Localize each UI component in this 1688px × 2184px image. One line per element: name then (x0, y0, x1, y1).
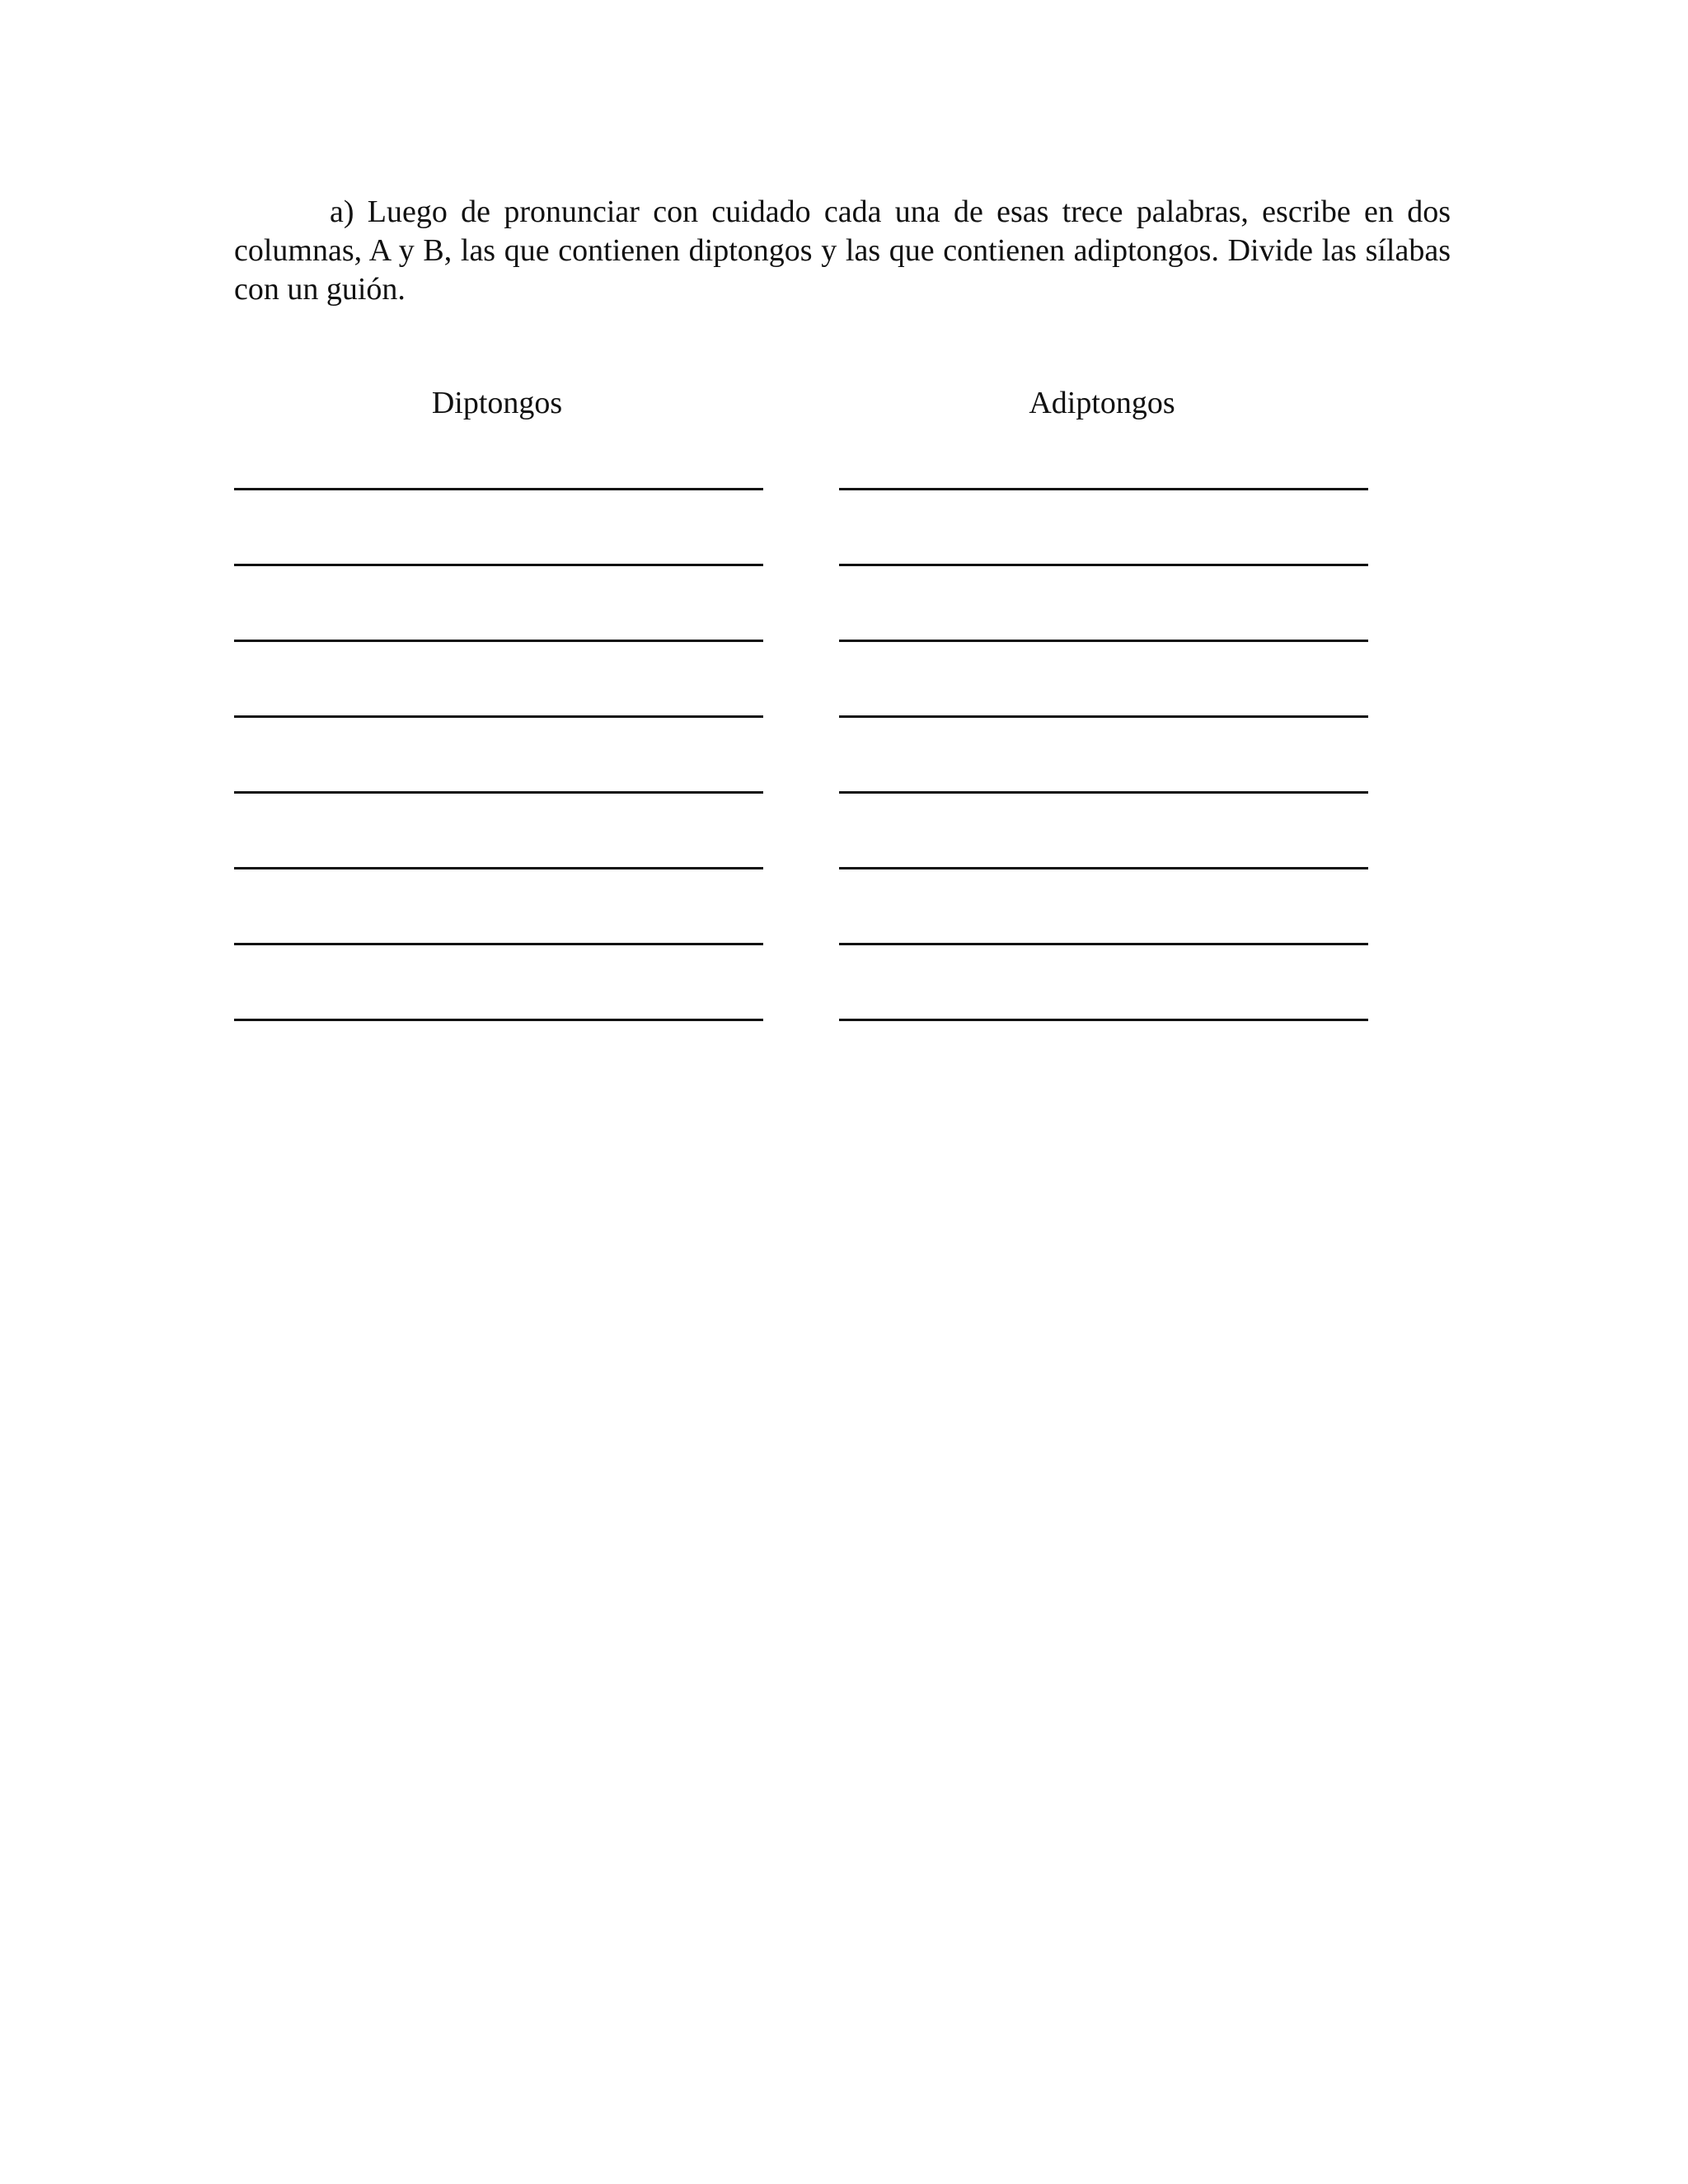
adiptongos-answer-line[interactable] (839, 867, 1368, 869)
diptongos-answer-line[interactable] (234, 640, 763, 642)
exercise-instructions (234, 193, 1451, 309)
adiptongos-answer-line[interactable] (839, 488, 1368, 490)
column-heading-adiptongos: Adiptongos (1029, 386, 1175, 420)
adiptongos-answer-line[interactable] (839, 564, 1368, 566)
diptongos-answer-line[interactable] (234, 1019, 763, 1021)
diptongos-answer-line[interactable] (234, 564, 763, 566)
diptongos-answer-line[interactable] (234, 715, 763, 718)
diptongos-answer-line[interactable] (234, 943, 763, 945)
adiptongos-answer-line[interactable] (839, 791, 1368, 794)
adiptongos-answer-line[interactable] (839, 943, 1368, 945)
adiptongos-answer-line[interactable] (839, 1019, 1368, 1021)
diptongos-answer-line[interactable] (234, 867, 763, 869)
adiptongos-answer-line[interactable] (839, 715, 1368, 718)
instructions-text: a) Luego de pronunciar con cuidado cada una de esas trece palabras, escribe en dos columnas, A y B, las que contienen diptongos y las que contienen adiptongos. Divide las sílabas con un guión. (234, 194, 1451, 307)
diptongos-answer-line[interactable] (234, 488, 763, 490)
column-heading-diptongos: Diptongos (431, 386, 563, 420)
diptongos-answer-line[interactable] (234, 791, 763, 794)
adiptongos-answer-line[interactable] (839, 640, 1368, 642)
